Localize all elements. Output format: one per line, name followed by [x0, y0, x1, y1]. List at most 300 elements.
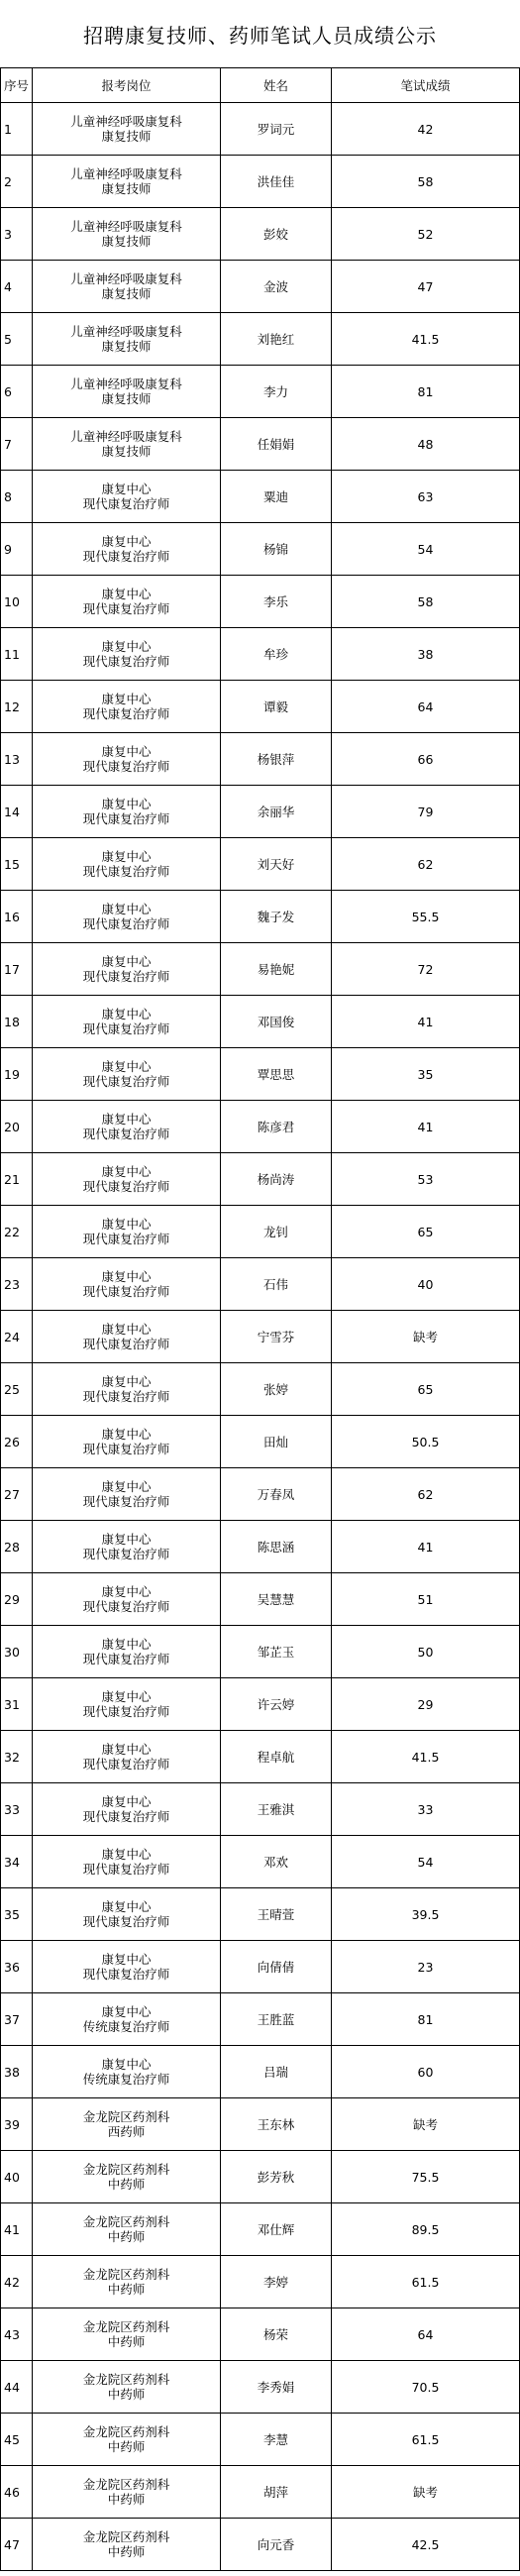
row-number: 4 — [1, 261, 33, 313]
written-score: 65 — [332, 1206, 520, 1258]
row-number: 2 — [1, 156, 33, 208]
table-row — [1, 2151, 520, 2203]
applied-post-line: 儿童神经呼吸康复科 — [70, 166, 182, 181]
applied-post — [33, 1888, 221, 1941]
applied-post — [33, 2466, 221, 2519]
applied-post — [33, 1783, 221, 1836]
written-score: 64 — [332, 681, 520, 733]
written-score: 52 — [332, 208, 520, 261]
applied-post-line: 中药师 — [107, 2334, 146, 2349]
applied-post-line: 现代康复治疗师 — [82, 1021, 170, 1036]
row-number: 5 — [1, 313, 33, 366]
written-score: 41.5 — [332, 1731, 520, 1783]
applied-post-line: 康复中心 — [101, 1007, 152, 1021]
applied-post — [33, 2414, 221, 2466]
candidate-name: 石伟 — [221, 1258, 332, 1311]
written-score: 48 — [332, 418, 520, 471]
header-score: 笔试成绩 — [332, 68, 520, 103]
row-number: 45 — [1, 2414, 33, 2466]
applied-post-line: 康复技师 — [101, 444, 152, 459]
written-score: 61.5 — [332, 2414, 520, 2466]
table-row — [1, 1311, 520, 1363]
row-number: 1 — [1, 103, 33, 156]
written-score: 55.5 — [332, 891, 520, 943]
row-number: 29 — [1, 1573, 33, 1626]
applied-post — [33, 891, 221, 943]
table-row — [1, 366, 520, 418]
applied-post-line: 康复中心 — [101, 1532, 152, 1547]
table-row — [1, 1731, 520, 1783]
candidate-name: 牟珍 — [221, 628, 332, 681]
applied-post-line: 儿童神经呼吸康复科 — [70, 271, 182, 286]
applied-post-line: 康复中心 — [101, 534, 152, 549]
applied-post — [33, 1573, 221, 1626]
applied-post-line: 康复中心 — [101, 2057, 152, 2072]
candidate-name: 邹芷玉 — [221, 1626, 332, 1678]
written-score: 65 — [332, 1363, 520, 1416]
applied-post — [33, 1521, 221, 1573]
table-row — [1, 523, 520, 576]
header-name: 姓名 — [221, 68, 332, 103]
table-row — [1, 1941, 520, 1993]
table-row — [1, 418, 520, 471]
table-row — [1, 2361, 520, 2414]
applied-post — [33, 1941, 221, 1993]
written-score: 缺考 — [332, 2466, 520, 2519]
written-score: 40 — [332, 1258, 520, 1311]
table-header-row — [1, 68, 520, 103]
table-row — [1, 261, 520, 313]
row-number: 33 — [1, 1783, 33, 1836]
candidate-name: 杨荣 — [221, 2308, 332, 2361]
written-score: 53 — [332, 1153, 520, 1206]
table-row — [1, 2046, 520, 2098]
applied-post-line: 康复中心 — [101, 692, 152, 706]
applied-post-line: 中药师 — [107, 2492, 146, 2507]
written-score: 60 — [332, 2046, 520, 2098]
applied-post — [33, 1363, 221, 1416]
candidate-name: 易艳妮 — [221, 943, 332, 996]
table-row — [1, 786, 520, 838]
candidate-name: 万春凤 — [221, 1468, 332, 1521]
candidate-name: 金波 — [221, 261, 332, 313]
applied-post — [33, 1101, 221, 1153]
candidate-name: 邓仕辉 — [221, 2203, 332, 2256]
written-score: 41.5 — [332, 313, 520, 366]
applied-post — [33, 2098, 221, 2151]
table-row — [1, 1783, 520, 1836]
applied-post-line: 现代康复治疗师 — [82, 601, 170, 616]
applied-post-line: 康复中心 — [101, 1427, 152, 1442]
written-score: 79 — [332, 786, 520, 838]
row-number: 12 — [1, 681, 33, 733]
written-score: 33 — [332, 1783, 520, 1836]
applied-post-line: 现代康复治疗师 — [82, 1389, 170, 1404]
candidate-name: 李力 — [221, 366, 332, 418]
applied-post — [33, 943, 221, 996]
applied-post-line: 现代康复治疗师 — [82, 1862, 170, 1877]
candidate-name: 覃思思 — [221, 1048, 332, 1101]
applied-post-line: 现代康复治疗师 — [82, 1809, 170, 1824]
row-number: 22 — [1, 1206, 33, 1258]
applied-post — [33, 313, 221, 366]
written-score: 41 — [332, 1101, 520, 1153]
written-score: 72 — [332, 943, 520, 996]
applied-post-line: 康复中心 — [101, 1322, 152, 1337]
written-score: 81 — [332, 366, 520, 418]
applied-post-line: 现代康复治疗师 — [82, 1652, 170, 1666]
written-score: 50.5 — [332, 1416, 520, 1468]
candidate-name: 邓欢 — [221, 1836, 332, 1888]
applied-post — [33, 208, 221, 261]
applied-post — [33, 1311, 221, 1363]
row-number: 32 — [1, 1731, 33, 1783]
applied-post-line: 现代康复治疗师 — [82, 1179, 170, 1194]
table-row — [1, 733, 520, 786]
written-score: 缺考 — [332, 2098, 520, 2151]
candidate-name: 洪佳佳 — [221, 156, 332, 208]
applied-post-line: 金龙院区药剂科 — [82, 2109, 170, 2124]
applied-post-line: 中药师 — [107, 2177, 146, 2192]
applied-post-line: 康复中心 — [101, 797, 152, 811]
applied-post-line: 现代康复治疗师 — [82, 1074, 170, 1089]
applied-post — [33, 2361, 221, 2414]
applied-post-line: 康复中心 — [101, 482, 152, 496]
applied-post — [33, 156, 221, 208]
row-number: 39 — [1, 2098, 33, 2151]
applied-post-line: 康复中心 — [101, 2004, 152, 2019]
applied-post-line: 金龙院区药剂科 — [82, 2162, 170, 2177]
candidate-name: 吴慧慧 — [221, 1573, 332, 1626]
candidate-name: 刘艳红 — [221, 313, 332, 366]
applied-post-line: 康复中心 — [101, 1112, 152, 1127]
table-body — [1, 103, 520, 2571]
applied-post-line: 康复中心 — [101, 1689, 152, 1704]
applied-post-line: 现代康复治疗师 — [82, 1547, 170, 1561]
row-number: 46 — [1, 2466, 33, 2519]
candidate-name: 李慧 — [221, 2414, 332, 2466]
applied-post-line: 康复中心 — [101, 744, 152, 759]
row-number: 47 — [1, 2519, 33, 2571]
table-row — [1, 838, 520, 891]
table-row — [1, 1888, 520, 1941]
candidate-name: 谭毅 — [221, 681, 332, 733]
applied-post-line: 现代康复治疗师 — [82, 759, 170, 774]
row-number: 14 — [1, 786, 33, 838]
table-row — [1, 2203, 520, 2256]
applied-post-line: 康复中心 — [101, 1742, 152, 1757]
table-row — [1, 1573, 520, 1626]
applied-post — [33, 471, 221, 523]
written-score: 41 — [332, 996, 520, 1048]
applied-post — [33, 1258, 221, 1311]
applied-post-line: 中药师 — [107, 2544, 146, 2559]
row-number: 19 — [1, 1048, 33, 1101]
applied-post-line: 金龙院区药剂科 — [82, 2267, 170, 2282]
candidate-name: 向元香 — [221, 2519, 332, 2571]
row-number: 8 — [1, 471, 33, 523]
row-number: 16 — [1, 891, 33, 943]
applied-post-line: 现代康复治疗师 — [82, 916, 170, 931]
applied-post-line: 康复中心 — [101, 1899, 152, 1914]
row-number: 23 — [1, 1258, 33, 1311]
applied-post-line: 康复中心 — [101, 587, 152, 601]
applied-post-line: 康复中心 — [101, 1479, 152, 1494]
candidate-name: 王胜蓝 — [221, 1993, 332, 2046]
row-number: 34 — [1, 1836, 33, 1888]
applied-post-line: 现代康复治疗师 — [82, 549, 170, 564]
applied-post — [33, 103, 221, 156]
applied-post — [33, 1048, 221, 1101]
row-number: 7 — [1, 418, 33, 471]
written-score: 缺考 — [332, 1311, 520, 1363]
table-row — [1, 471, 520, 523]
applied-post — [33, 681, 221, 733]
applied-post-line: 康复技师 — [101, 129, 152, 144]
table-row — [1, 156, 520, 208]
written-score: 61.5 — [332, 2256, 520, 2308]
row-number: 13 — [1, 733, 33, 786]
row-number: 24 — [1, 1311, 33, 1363]
applied-post — [33, 1678, 221, 1731]
written-score: 64 — [332, 2308, 520, 2361]
table-row — [1, 208, 520, 261]
page-title: 招聘康复技师、药师笔试人员成绩公示 — [83, 23, 437, 48]
applied-post-line: 金龙院区药剂科 — [82, 2529, 170, 2544]
written-score: 50 — [332, 1626, 520, 1678]
applied-post-line: 康复中心 — [101, 639, 152, 654]
applied-post-line: 金龙院区药剂科 — [82, 2319, 170, 2334]
applied-post — [33, 2519, 221, 2571]
applied-post — [33, 2046, 221, 2098]
candidate-name: 罗词元 — [221, 103, 332, 156]
table-row — [1, 1836, 520, 1888]
applied-post-line: 康复中心 — [101, 1374, 152, 1389]
applied-post-line: 金龙院区药剂科 — [82, 2477, 170, 2492]
applied-post — [33, 366, 221, 418]
row-number: 31 — [1, 1678, 33, 1731]
applied-post-line: 康复技师 — [101, 181, 152, 196]
table-row — [1, 1468, 520, 1521]
applied-post-line: 儿童神经呼吸康复科 — [70, 429, 182, 444]
row-number: 20 — [1, 1101, 33, 1153]
applied-post — [33, 576, 221, 628]
table-row — [1, 2519, 520, 2571]
written-score: 41 — [332, 1521, 520, 1573]
table-row — [1, 2256, 520, 2308]
applied-post-line: 现代康复治疗师 — [82, 1494, 170, 1509]
table-row — [1, 2414, 520, 2466]
written-score: 42 — [332, 103, 520, 156]
candidate-name: 彭姣 — [221, 208, 332, 261]
candidate-name: 胡萍 — [221, 2466, 332, 2519]
row-number: 15 — [1, 838, 33, 891]
candidate-name: 刘天好 — [221, 838, 332, 891]
table-row — [1, 103, 520, 156]
row-number: 28 — [1, 1521, 33, 1573]
table-row — [1, 1153, 520, 1206]
table-row — [1, 1101, 520, 1153]
table-row — [1, 1678, 520, 1731]
table-row — [1, 1048, 520, 1101]
row-number: 36 — [1, 1941, 33, 1993]
applied-post-line: 现代康复治疗师 — [82, 864, 170, 879]
written-score: 89.5 — [332, 2203, 520, 2256]
candidate-name: 杨尚涛 — [221, 1153, 332, 1206]
row-number: 25 — [1, 1363, 33, 1416]
table-row — [1, 576, 520, 628]
applied-post — [33, 1731, 221, 1783]
written-score: 23 — [332, 1941, 520, 1993]
applied-post — [33, 523, 221, 576]
applied-post — [33, 1626, 221, 1678]
applied-post-line: 现代康复治疗师 — [82, 1337, 170, 1351]
written-score: 54 — [332, 523, 520, 576]
table-row — [1, 891, 520, 943]
candidate-name: 吕瑞 — [221, 2046, 332, 2098]
written-score: 47 — [332, 261, 520, 313]
candidate-name: 魏子发 — [221, 891, 332, 943]
applied-post — [33, 2256, 221, 2308]
applied-post-line: 现代康复治疗师 — [82, 1914, 170, 1929]
applied-post-line: 康复中心 — [101, 849, 152, 864]
applied-post-line: 现代康复治疗师 — [82, 1704, 170, 1719]
table-row — [1, 1363, 520, 1416]
row-number: 40 — [1, 2151, 33, 2203]
row-number: 35 — [1, 1888, 33, 1941]
written-score: 39.5 — [332, 1888, 520, 1941]
applied-post — [33, 1206, 221, 1258]
candidate-name: 杨锦 — [221, 523, 332, 576]
candidate-name: 陈彦君 — [221, 1101, 332, 1153]
applied-post-line: 现代康复治疗师 — [82, 1127, 170, 1141]
applied-post-line: 儿童神经呼吸康复科 — [70, 219, 182, 234]
applied-post-line: 康复中心 — [101, 1584, 152, 1599]
applied-post-line: 康复中心 — [101, 1637, 152, 1652]
candidate-name: 粟迪 — [221, 471, 332, 523]
candidate-name: 许云婷 — [221, 1678, 332, 1731]
header-no: 序号 — [1, 68, 33, 103]
applied-post — [33, 2203, 221, 2256]
applied-post — [33, 838, 221, 891]
candidate-name: 宁雪芬 — [221, 1311, 332, 1363]
written-score: 38 — [332, 628, 520, 681]
row-number: 3 — [1, 208, 33, 261]
candidate-name: 李婷 — [221, 2256, 332, 2308]
applied-post-line: 康复中心 — [101, 1794, 152, 1809]
applied-post-line: 康复中心 — [101, 954, 152, 969]
applied-post-line: 康复中心 — [101, 1847, 152, 1862]
applied-post-line: 传统康复治疗师 — [82, 2072, 170, 2087]
applied-post-line: 儿童神经呼吸康复科 — [70, 376, 182, 391]
applied-post-line: 中药师 — [107, 2282, 146, 2297]
applied-post-line: 传统康复治疗师 — [82, 2019, 170, 2034]
applied-post — [33, 628, 221, 681]
candidate-name: 程卓航 — [221, 1731, 332, 1783]
applied-post — [33, 2308, 221, 2361]
applied-post — [33, 996, 221, 1048]
table-row — [1, 1258, 520, 1311]
candidate-name: 王晴萱 — [221, 1888, 332, 1941]
written-score: 63 — [332, 471, 520, 523]
written-score: 62 — [332, 1468, 520, 1521]
row-number: 43 — [1, 2308, 33, 2361]
applied-post — [33, 786, 221, 838]
applied-post-line: 中药师 — [107, 2229, 146, 2244]
applied-post-line: 现代康复治疗师 — [82, 654, 170, 669]
candidate-name: 王雅淇 — [221, 1783, 332, 1836]
applied-post-line: 康复技师 — [101, 391, 152, 406]
applied-post — [33, 1993, 221, 2046]
candidate-name: 龙钊 — [221, 1206, 332, 1258]
applied-post-line: 儿童神经呼吸康复科 — [70, 114, 182, 129]
applied-post-line: 现代康复治疗师 — [82, 1757, 170, 1771]
candidate-name: 彭芳秋 — [221, 2151, 332, 2203]
applied-post-line: 现代康复治疗师 — [82, 969, 170, 984]
row-number: 17 — [1, 943, 33, 996]
applied-post-line: 康复技师 — [101, 286, 152, 301]
candidate-name: 杨银萍 — [221, 733, 332, 786]
applied-post-line: 现代康复治疗师 — [82, 1599, 170, 1614]
applied-post-line: 康复中心 — [101, 1059, 152, 1074]
applied-post — [33, 733, 221, 786]
table-row — [1, 1206, 520, 1258]
candidate-name: 向倩倩 — [221, 1941, 332, 1993]
row-number: 38 — [1, 2046, 33, 2098]
row-number: 37 — [1, 1993, 33, 2046]
applied-post-line: 儿童神经呼吸康复科 — [70, 324, 182, 339]
row-number: 27 — [1, 1468, 33, 1521]
applied-post — [33, 1468, 221, 1521]
written-score: 51 — [332, 1573, 520, 1626]
written-score: 70.5 — [332, 2361, 520, 2414]
written-score: 54 — [332, 1836, 520, 1888]
row-number: 26 — [1, 1416, 33, 1468]
candidate-name: 田灿 — [221, 1416, 332, 1468]
table-row — [1, 313, 520, 366]
applied-post — [33, 1416, 221, 1468]
applied-post-line: 现代康复治疗师 — [82, 1442, 170, 1456]
candidate-name: 余丽华 — [221, 786, 332, 838]
table-row — [1, 1416, 520, 1468]
written-score: 58 — [332, 576, 520, 628]
applied-post-line: 现代康复治疗师 — [82, 706, 170, 721]
table-row — [1, 1993, 520, 2046]
applied-post — [33, 418, 221, 471]
written-score: 62 — [332, 838, 520, 891]
table-row — [1, 2308, 520, 2361]
row-number: 18 — [1, 996, 33, 1048]
written-score: 42.5 — [332, 2519, 520, 2571]
header-post: 报考岗位 — [33, 68, 221, 103]
applied-post — [33, 1153, 221, 1206]
applied-post-line: 中药师 — [107, 2439, 146, 2454]
applied-post-line: 金龙院区药剂科 — [82, 2214, 170, 2229]
applied-post-line: 现代康复治疗师 — [82, 811, 170, 826]
row-number: 30 — [1, 1626, 33, 1678]
row-number: 10 — [1, 576, 33, 628]
row-number: 44 — [1, 2361, 33, 2414]
applied-post-line: 康复中心 — [101, 1217, 152, 1232]
candidate-name: 邓国俊 — [221, 996, 332, 1048]
applied-post-line: 康复技师 — [101, 234, 152, 249]
applied-post-line: 现代康复治疗师 — [82, 1967, 170, 1982]
row-number: 21 — [1, 1153, 33, 1206]
applied-post — [33, 2151, 221, 2203]
score-table — [0, 67, 520, 2571]
row-number: 41 — [1, 2203, 33, 2256]
written-score: 29 — [332, 1678, 520, 1731]
